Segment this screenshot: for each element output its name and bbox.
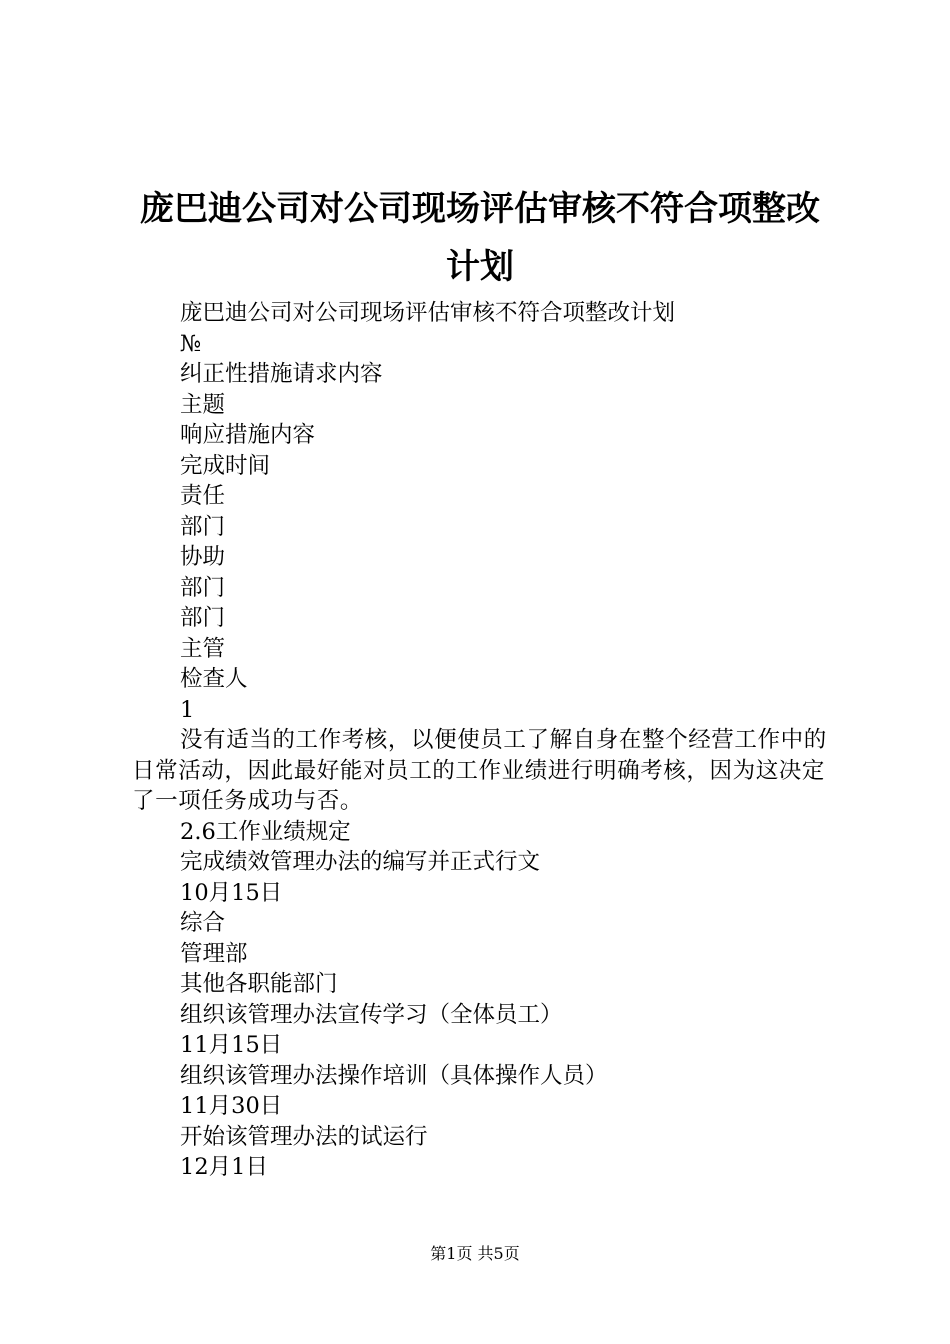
text-line: 响应措施内容 <box>180 422 316 448</box>
text-line: 检查人 <box>180 666 248 692</box>
text-line: 部门 <box>180 574 226 601</box>
text-line: 协助 <box>180 544 226 570</box>
text-line: 开始该管理办法的试运行 <box>180 1123 428 1150</box>
text-line: 11月15日 <box>180 1032 283 1058</box>
text-line: 12月1日 <box>180 1154 268 1180</box>
text-line: 主题 <box>180 391 226 418</box>
text-line: 1 <box>180 696 195 723</box>
text-line: 其他各职能部门 <box>180 971 338 997</box>
text-line: 综合 <box>180 910 226 936</box>
text-line: № <box>180 330 202 357</box>
document-body <box>132 298 842 1183</box>
text-line: 2.6工作业绩规定 <box>180 818 351 845</box>
text-line: 部门 <box>180 513 226 540</box>
text-line: 责任 <box>180 483 226 509</box>
text-line: 10月15日 <box>180 879 283 906</box>
document-title-line-1: 庞巴迪公司对公司现场评估审核不符合项整改 <box>140 189 820 229</box>
text-line: 部门 <box>180 605 226 631</box>
page-footer: 第1页 共5页 <box>430 1244 520 1263</box>
text-line: 庞巴迪公司对公司现场评估审核不符合项整改计划 <box>180 300 676 326</box>
text-line: 完成时间 <box>180 452 271 479</box>
text-line: 管理部 <box>180 940 248 967</box>
text-line: 11月30日 <box>180 1093 283 1119</box>
body-paragraph: 没有适当的工作考核，以便使员工了解自身在整个经营工作中的日常活动，因此最好能对员工的工作业绩进行明确考核，因为这决定了一项任务成功与否。 <box>132 727 827 814</box>
text-line: 完成绩效管理办法的编写并正式行文 <box>180 849 541 875</box>
text-line: 纠正性措施请求内容 <box>180 361 383 387</box>
text-line: 主管 <box>180 635 226 662</box>
text-line: 组织该管理办法操作培训（具体操作人员） <box>180 1062 608 1089</box>
document-title-line-2: 计划 <box>446 247 514 287</box>
text-line: 组织该管理办法宣传学习（全体员工） <box>180 1001 563 1028</box>
